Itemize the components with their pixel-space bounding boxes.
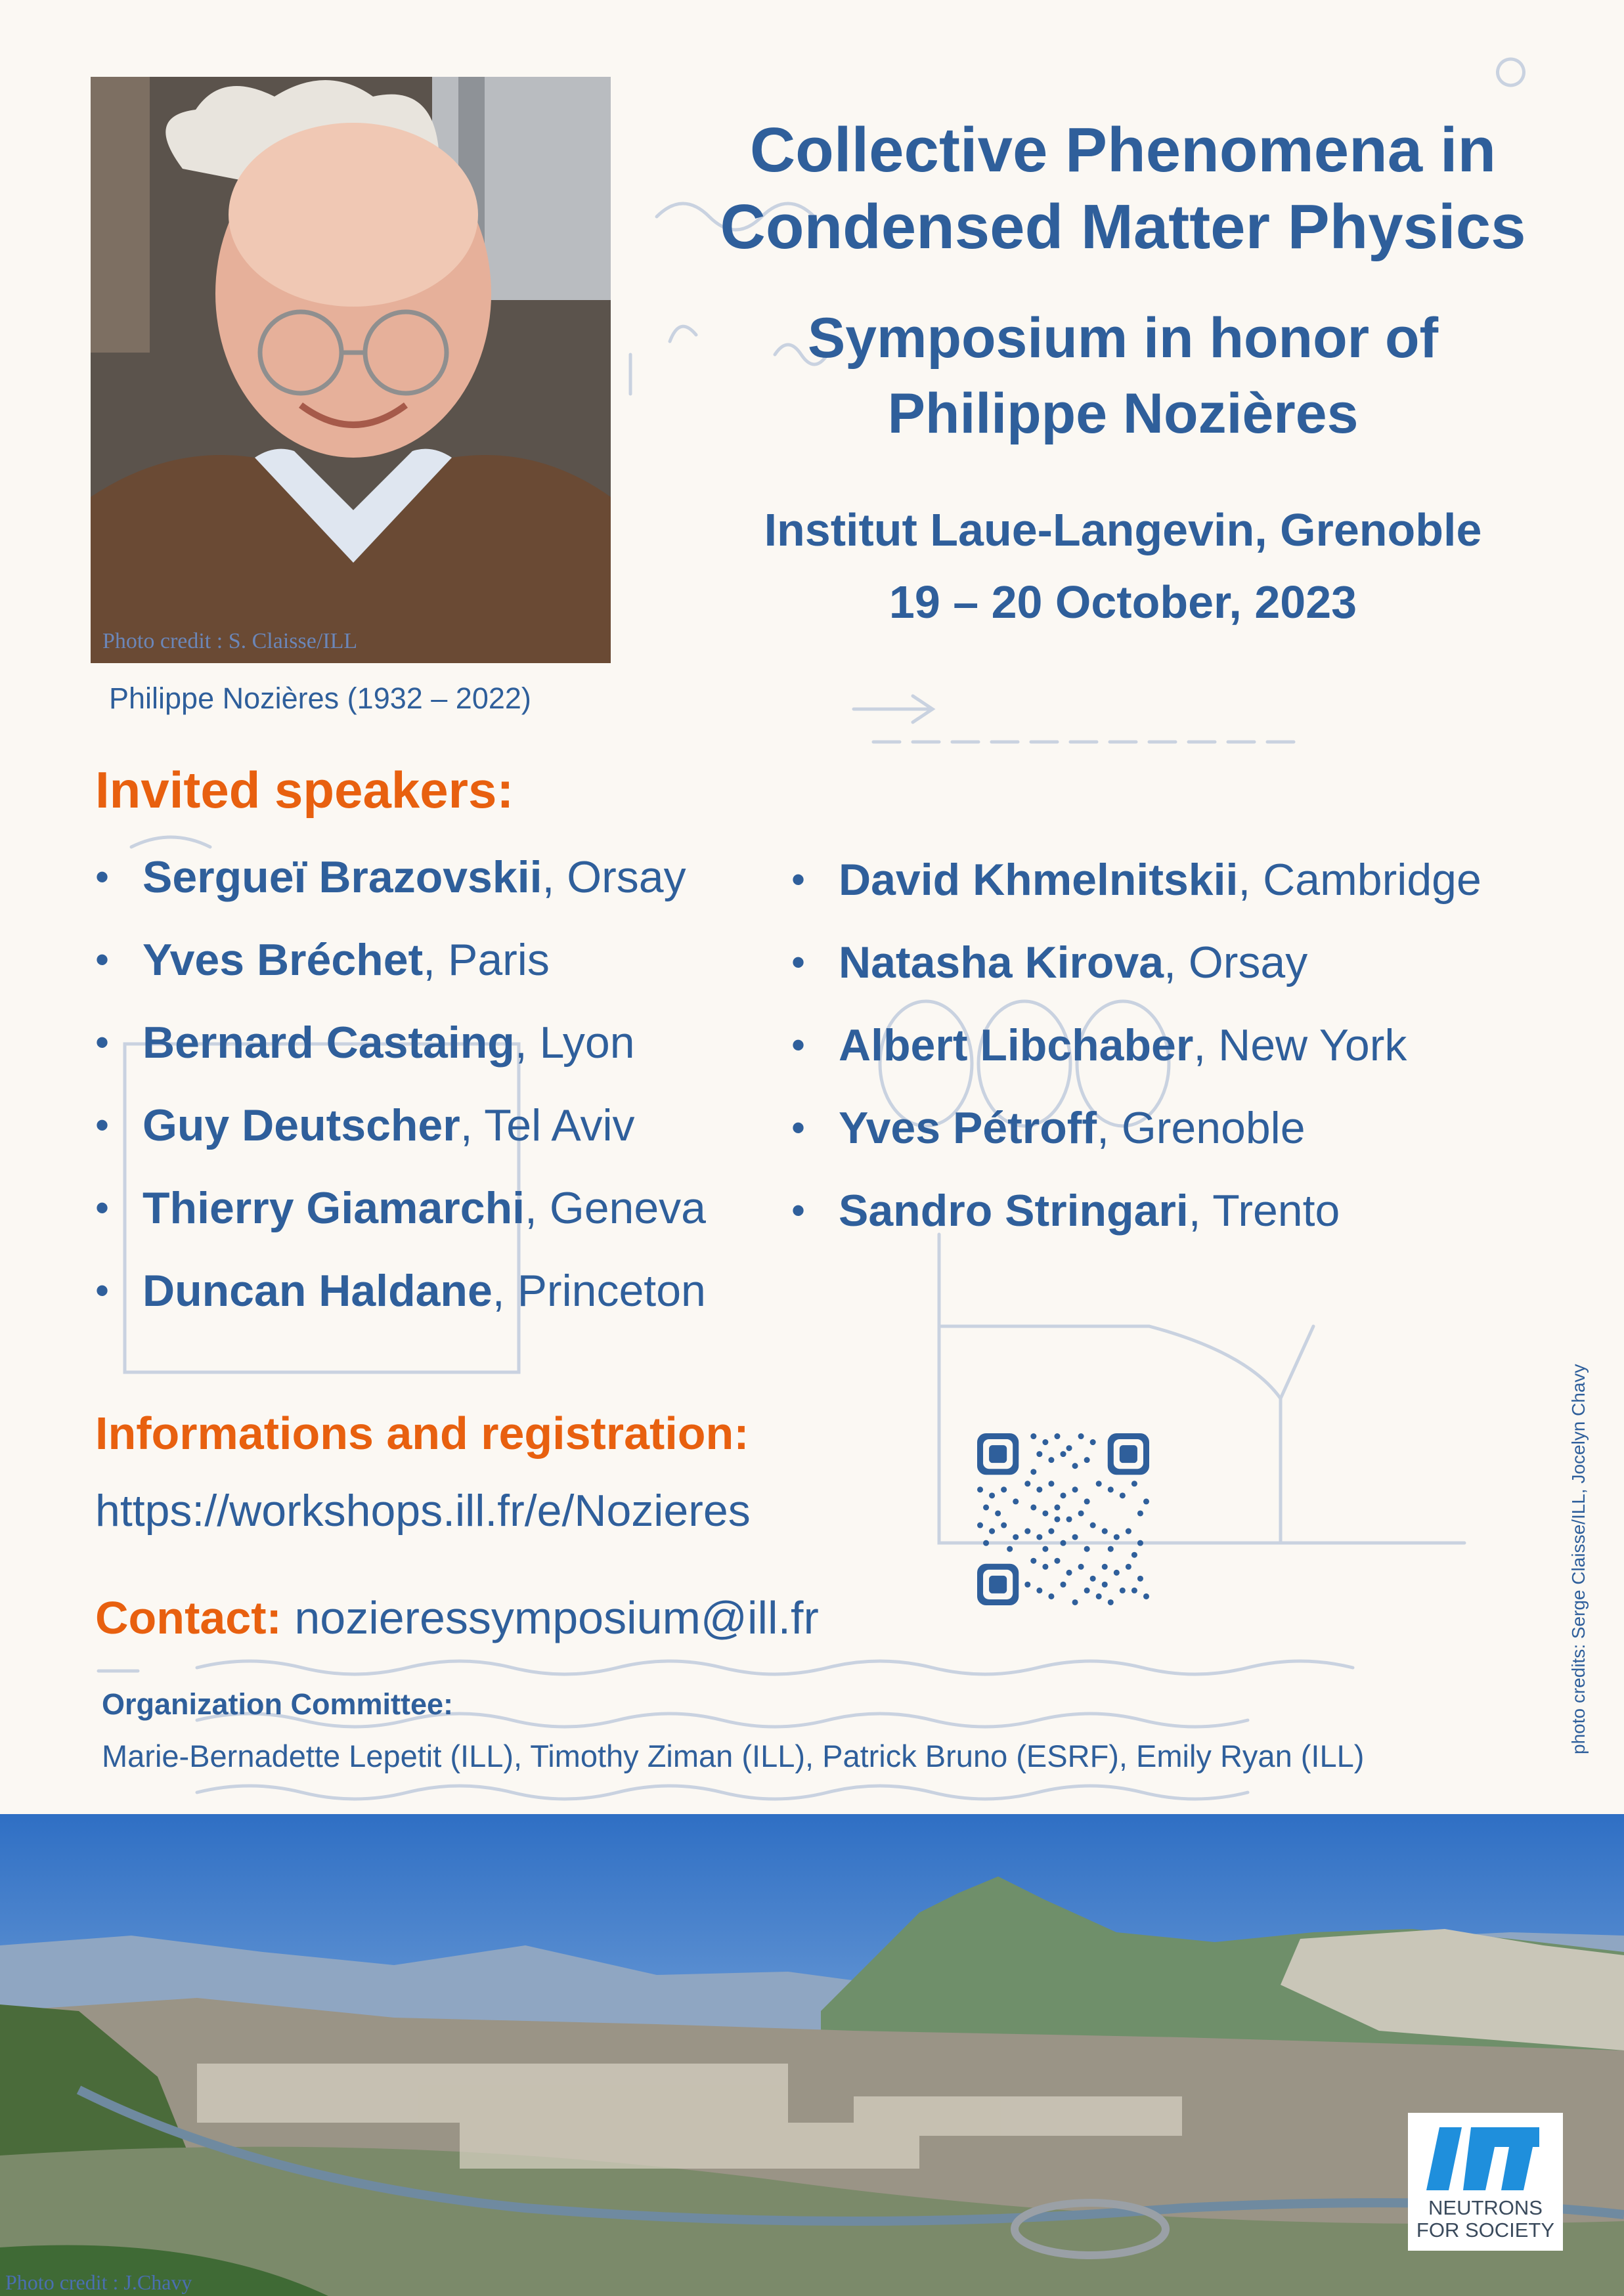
event-subtitle-line1: Symposium in honor of <box>807 307 1439 370</box>
speaker-item <box>791 1019 1481 1102</box>
speaker-item <box>95 851 706 934</box>
contact-email-link[interactable]: nozieressymposium@ill.fr <box>294 1592 819 1643</box>
venue-place: Institut Laue-Langevin, Grenoble <box>764 504 1482 555</box>
organization-heading: Organization Committee: <box>102 1687 454 1721</box>
speaker-item <box>95 1099 706 1182</box>
speaker-item <box>791 854 1481 936</box>
event-title <box>670 112 1576 265</box>
speaker-city: , Grenoble <box>1097 1103 1306 1153</box>
event-subtitle <box>670 301 1576 452</box>
speaker-item <box>791 1184 1481 1267</box>
ill-logo-text <box>1408 2197 1563 2242</box>
speaker-name: Yves Bréchet <box>143 935 424 985</box>
portrait-caption: Philippe Nozières (1932 – 2022) <box>109 682 531 715</box>
speaker-city: , New York <box>1193 1020 1407 1070</box>
speakers-heading: Invited speakers: <box>95 761 514 819</box>
speaker-name: Sandro Stringari <box>839 1186 1189 1236</box>
venue-block <box>670 494 1576 638</box>
speaker-city: , Cambridge <box>1238 855 1481 905</box>
venue-dates: 19 – 20 October, 2023 <box>889 576 1357 628</box>
event-title-line2: Condensed Matter Physics <box>720 192 1526 262</box>
speaker-name: Bernard Castaing <box>143 1018 515 1068</box>
speaker-name: Natasha Kirova <box>839 938 1164 987</box>
contact-line <box>95 1592 819 1644</box>
landscape-photo-credit: Photo credit : J.Chavy <box>5 2270 192 2294</box>
qr-code[interactable] <box>977 1433 1149 1605</box>
speaker-item <box>791 1102 1481 1184</box>
speaker-name: Duncan Haldane <box>143 1266 493 1316</box>
ill-logo-line1: NEUTRONS <box>1428 2196 1543 2219</box>
grenoble-landscape-photo <box>0 1814 1624 2296</box>
registration-link[interactable]: https://workshops.ill.fr/e/Nozieres <box>95 1486 751 1536</box>
speaker-city: , Tel Aviv <box>460 1100 635 1150</box>
speakers-list-right <box>791 854 1481 1267</box>
speaker-name: Guy Deutscher <box>143 1100 460 1150</box>
speaker-name: Sergueï Brazovskii <box>143 852 542 902</box>
portrait-photo <box>91 77 611 663</box>
speaker-city: , Trento <box>1188 1186 1340 1236</box>
speaker-name: Yves Pétroff <box>839 1103 1097 1153</box>
speaker-city: , Orsay <box>1164 938 1308 987</box>
speaker-item <box>95 1016 706 1099</box>
portrait-credit: Photo credit : S. Claisse/ILL <box>102 629 358 653</box>
speaker-city: , Princeton <box>492 1266 706 1316</box>
speaker-name: David Khmelnitskii <box>839 855 1239 905</box>
speaker-item <box>791 936 1481 1019</box>
speaker-item <box>95 1265 706 1347</box>
ill-logo-line2: FOR SOCIETY <box>1416 2219 1555 2242</box>
speaker-city: , Geneva <box>525 1183 706 1233</box>
contact-label: Contact: <box>95 1592 282 1643</box>
event-title-line1: Collective Phenomena in <box>749 115 1497 185</box>
speaker-city: , Paris <box>423 935 550 985</box>
speaker-name: Thierry Giamarchi <box>143 1183 525 1233</box>
organization-members: Marie-Bernadette Lepetit (ILL), Timothy Ziman (ILL), Patrick Bruno (ESRF), Emily Ryan (ILL) <box>102 1739 1365 1773</box>
speaker-city: , Orsay <box>542 852 686 902</box>
speaker-name: Albert Libchaber <box>839 1020 1194 1070</box>
speaker-item <box>95 1182 706 1265</box>
speakers-list-left <box>95 851 706 1347</box>
photo-credits-vertical: photo credits: Serge Claisse/ILL, Jocelyn Chavy <box>1568 1364 1589 1754</box>
speaker-city: , Lyon <box>514 1018 635 1068</box>
registration-heading: Informations and registration: <box>95 1408 749 1459</box>
event-subtitle-line2: Philippe Nozières <box>887 382 1359 445</box>
speaker-item <box>95 934 706 1016</box>
ill-logo[interactable] <box>1408 2113 1563 2251</box>
ill-logo-mark-icon <box>1408 2113 1563 2198</box>
